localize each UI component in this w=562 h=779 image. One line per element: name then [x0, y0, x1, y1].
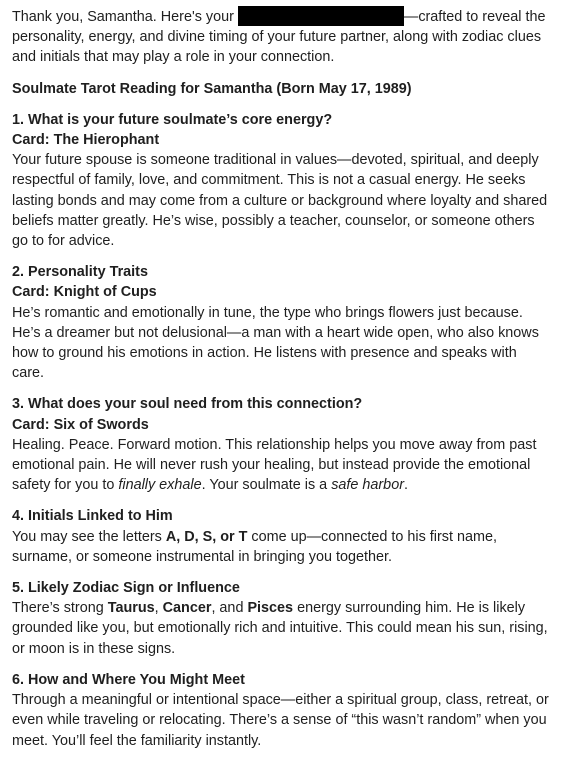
body-text: You may see the letters	[12, 528, 166, 545]
zodiac-sign: Pisces	[247, 600, 294, 617]
section-body: Your future spouse is someone traditional in values—devoted, spiritual, and deeply respectful of family, love, and commitment. This is not a casual energy. He seeks lasting bonds and may come from a culture or background where loyalty and shared beliefs matter greatly. He’s wise, possibly a teacher, counselor, or someone others go to for advice.	[12, 152, 548, 250]
initials-list: A, D, S, or T	[165, 528, 248, 545]
emphasis-text: finally exhale	[118, 477, 202, 494]
section-body	[12, 527, 552, 567]
body-text: .	[403, 477, 408, 494]
card-label: Card: Six of Swords	[12, 416, 149, 433]
card-label: Card: The Hierophant	[12, 132, 160, 149]
redaction-bar	[238, 6, 404, 26]
section-initials	[12, 506, 552, 567]
section-body	[12, 598, 552, 659]
section-core-energy	[12, 110, 552, 251]
body-text: come up—connected to his first name, surname, or someone instrumental in bringing you together.	[12, 528, 497, 565]
zodiac-sign: Taurus	[107, 600, 155, 617]
intro-paragraph	[12, 6, 552, 68]
section-body: Through a meaningful or intentional space—either a spiritual group, class, retreat, or even while traveling or relocating. There’s a sense of “this wasn’t random” when you meet. You’ll feel the familiarity instantly.	[12, 692, 549, 749]
section-body	[12, 435, 552, 496]
intro-text-start: Thank you, Samantha. Here's your	[12, 9, 238, 25]
body-text: energy surrounding him. He is likely grounded like you, but emotionally rich and intuitive. This could mean his sun, rising, or moon is in these signs.	[12, 600, 548, 657]
separator-text: ,	[154, 600, 163, 617]
section-heading: 4. Initials Linked to Him	[12, 508, 173, 525]
section-soul-need	[12, 394, 552, 495]
section-heading: 3. What does your soul need from this connection?	[12, 396, 363, 413]
section-heading: 2. Personality Traits	[12, 264, 148, 281]
emphasis-text: safe harbor	[331, 477, 404, 494]
intro-text-end: —crafted to reveal the personality, energy, and divine timing of your future partner, along with zodiac clues and initials that may play a role in your connection.	[12, 9, 546, 66]
zodiac-sign: Cancer	[162, 600, 212, 617]
separator-text: , and	[211, 600, 248, 617]
reading-title: Soulmate Tarot Reading for Samantha (Born May 17, 1989)	[12, 80, 412, 97]
card-label: Card: Knight of Cups	[12, 284, 157, 301]
body-text: There’s strong	[12, 600, 108, 617]
section-zodiac	[12, 578, 552, 659]
section-personality-traits	[12, 262, 552, 383]
body-text: . Your soulmate is a	[201, 477, 332, 494]
section-heading: 5. Likely Zodiac Sign or Influence	[12, 580, 240, 597]
section-heading: 6. How and Where You Might Meet	[12, 671, 245, 688]
section-body: He’s romantic and emotionally in tune, the type who brings flowers just because. He’s a dreamer but not delusional—a man with a heart wide open, who also knows how to ground his emotions in action. He listens with presence and speaks with care.	[12, 304, 539, 382]
section-heading: 1. What is your future soulmate’s core energy?	[12, 111, 333, 128]
body-text: Healing. Peace. Forward motion. This relationship helps you move away from past emotional pain. He will never rush your healing, but instead provide the emotional safety for you to	[12, 436, 537, 494]
section-how-meet	[12, 670, 552, 751]
